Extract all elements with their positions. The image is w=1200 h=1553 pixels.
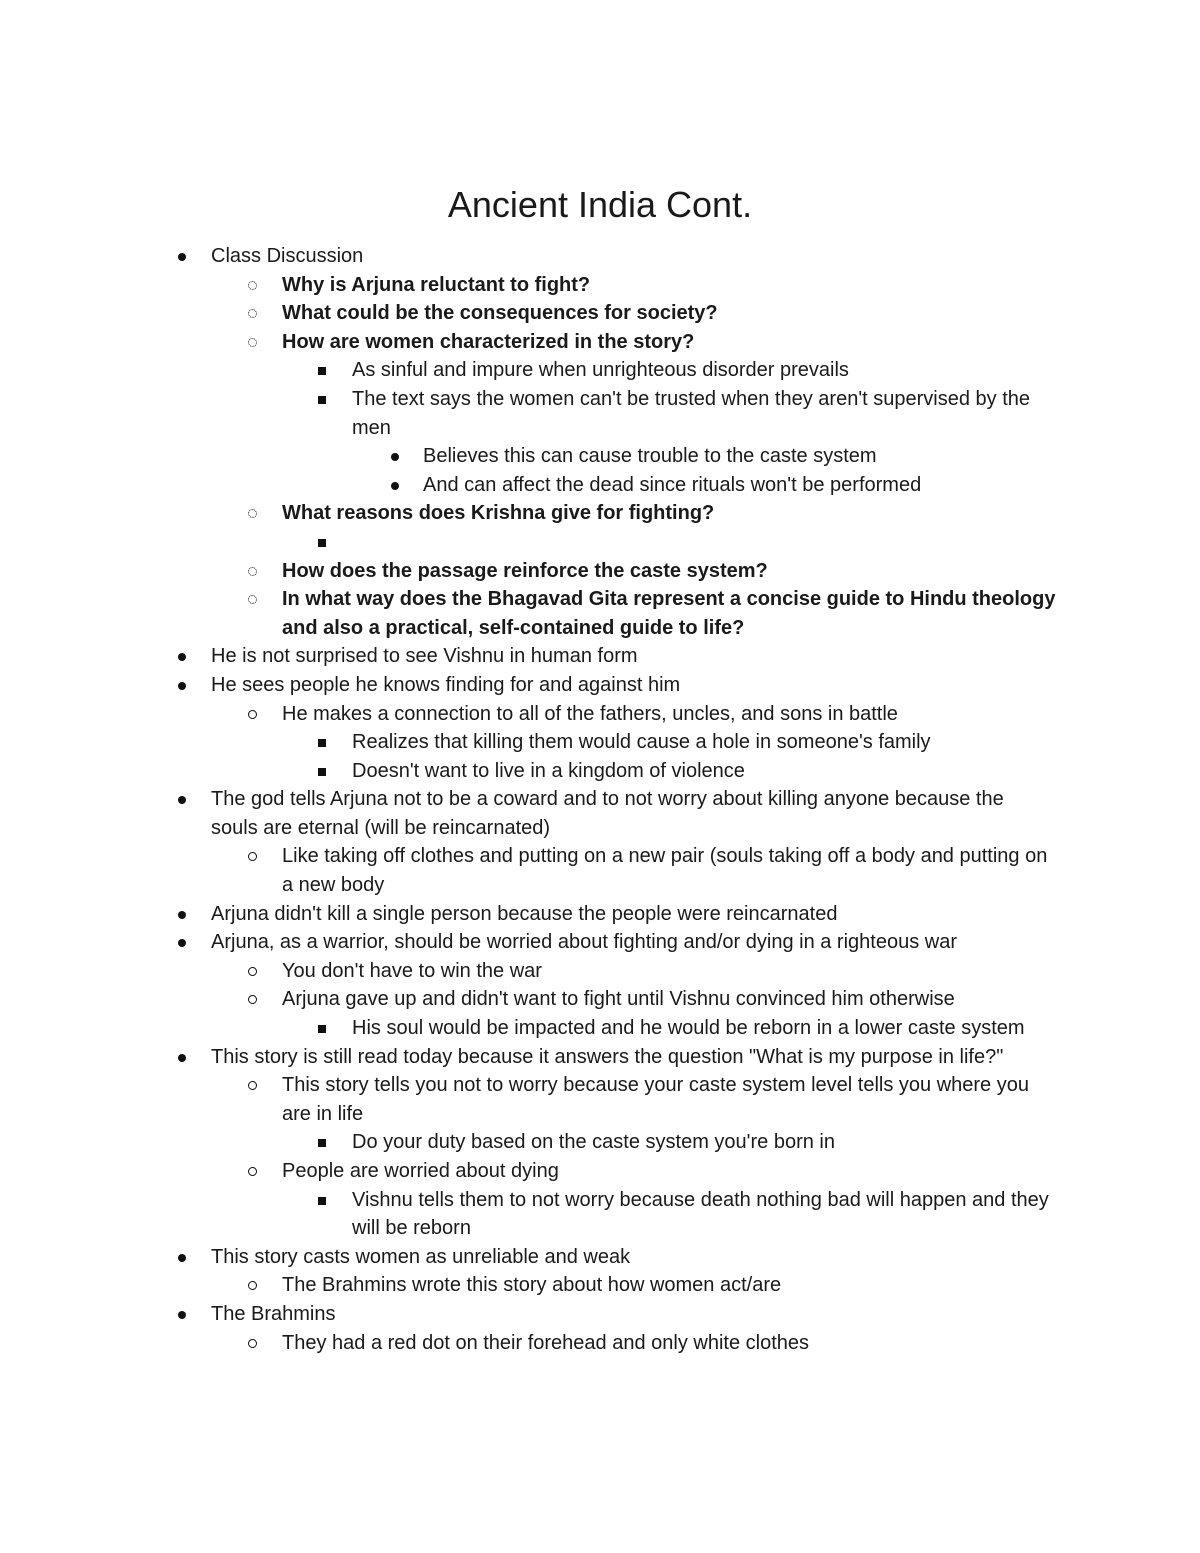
document-title: Ancient India Cont.: [447, 184, 753, 225]
list-item-text: He makes a connection to all of the fathers, uncles, and sons in battle: [282, 702, 898, 725]
list-item-text: You don't have to win the war: [282, 959, 542, 982]
list-item: [0, 1329, 1062, 1358]
list-item-text: What could be the consequences for society?: [282, 302, 718, 325]
list-item-text: What reasons does Krishna give for fighting?: [282, 502, 715, 525]
list-item: [0, 728, 1062, 757]
discussion-question-item: [0, 299, 1062, 328]
list-item: [0, 242, 1051, 271]
list-item-text: His soul would be impacted and he would be reborn in a lower caste system: [352, 1017, 1025, 1040]
discussion-question-item: [0, 499, 1062, 528]
list-item: [0, 1128, 1062, 1157]
list-item-text: Doesn't want to live in a kingdom of violence: [352, 759, 745, 782]
list-item: [0, 1271, 1062, 1300]
list-item-text: Arjuna didn't kill a single person because the people were reincarnated: [211, 902, 838, 925]
list-item-text: Arjuna, as a warrior, should be worried about fighting and/or dying in a righteous war: [211, 931, 957, 954]
list-item-text: The text says the women can't be trusted when they aren't supervised by the men: [352, 387, 1031, 439]
list-item-text: As sinful and impure when unrighteous disorder prevails: [352, 359, 849, 382]
list-item-text: This story tells you not to worry because your caste system level tells you where you are in life: [282, 1074, 1029, 1125]
list-item: [0, 671, 1051, 700]
discussion-question-item: [0, 328, 1062, 357]
list-item: [0, 1243, 1051, 1272]
list-item: [0, 442, 1063, 471]
list-item: [0, 900, 1051, 929]
list-item-text: The Brahmins: [211, 1302, 336, 1325]
discussion-question-item: [0, 557, 1062, 586]
list-item: [0, 528, 1062, 557]
list-item: [0, 642, 1051, 671]
list-item: [0, 1186, 1062, 1243]
list-item: [0, 700, 1062, 729]
list-item-text: They had a red dot on their forehead and only white clothes: [282, 1331, 810, 1354]
list-item: [0, 957, 1062, 986]
list-item-text: The god tells Arjuna not to be a coward and to not worry about killing anyone because the souls are eternal (will be reincarnated): [211, 788, 1004, 839]
bullet-list: [0, 242, 1200, 1357]
list-item-text: He sees people he knows finding for and against him: [211, 673, 681, 696]
list-item: [0, 1300, 1051, 1329]
list-item-text: Realizes that killing them would cause a hole in someone's family: [352, 731, 931, 754]
list-item: [0, 757, 1062, 786]
list-item-text: People are worried about dying: [282, 1160, 559, 1182]
list-item-text: Believes this can cause trouble to the caste system: [423, 445, 877, 468]
list-item: [0, 471, 1063, 500]
list-item-text: The Brahmins wrote this story about how women act/are: [282, 1274, 782, 1297]
list-item: [0, 928, 1051, 957]
list-item-text: Class Discussion: [211, 245, 364, 267]
list-item-text: How are women characterized in the story?: [282, 330, 695, 353]
list-item-text: [352, 528, 1062, 557]
list-item: [0, 842, 1062, 899]
discussion-question-item: [0, 585, 1062, 642]
list-item-text: He is not surprised to see Vishnu in human form: [211, 645, 638, 668]
list-item-text: This story is still read today because it answers the question "What is my purpose in life?": [211, 1045, 1004, 1068]
list-item-text: Like taking off clothes and putting on a new pair (souls taking off a body and putting on a new body: [282, 845, 1048, 897]
list-item-text: And can affect the dead since rituals won't be performed: [423, 473, 922, 496]
list-item-text: Vishnu tells them to not worry because death nothing bad will happen and they will be reborn: [352, 1188, 1049, 1240]
list-item-text: Do your duty based on the caste system you're born in: [352, 1131, 835, 1154]
list-item-text: How does the passage reinforce the caste system?: [282, 559, 768, 582]
list-item-text: This story casts women as unreliable and weak: [211, 1245, 631, 1268]
list-item: [0, 1157, 1062, 1186]
list-item: [0, 385, 1062, 442]
list-item-text: In what way does the Bhagavad Gita represent a concise guide to Hindu theology and also a practical, self-contained guide to life?: [282, 588, 1056, 639]
list-item: [0, 985, 1062, 1014]
list-item: [0, 785, 1051, 842]
list-item-text: Arjuna gave up and didn't want to fight until Vishnu convinced him otherwise: [282, 988, 955, 1011]
list-item: [0, 1014, 1062, 1043]
list-item: [0, 356, 1062, 385]
list-item: [0, 1071, 1062, 1128]
list-item: [0, 1043, 1051, 1072]
discussion-question-item: [0, 271, 1062, 300]
list-item-text: Why is Arjuna reluctant to fight?: [282, 273, 591, 296]
